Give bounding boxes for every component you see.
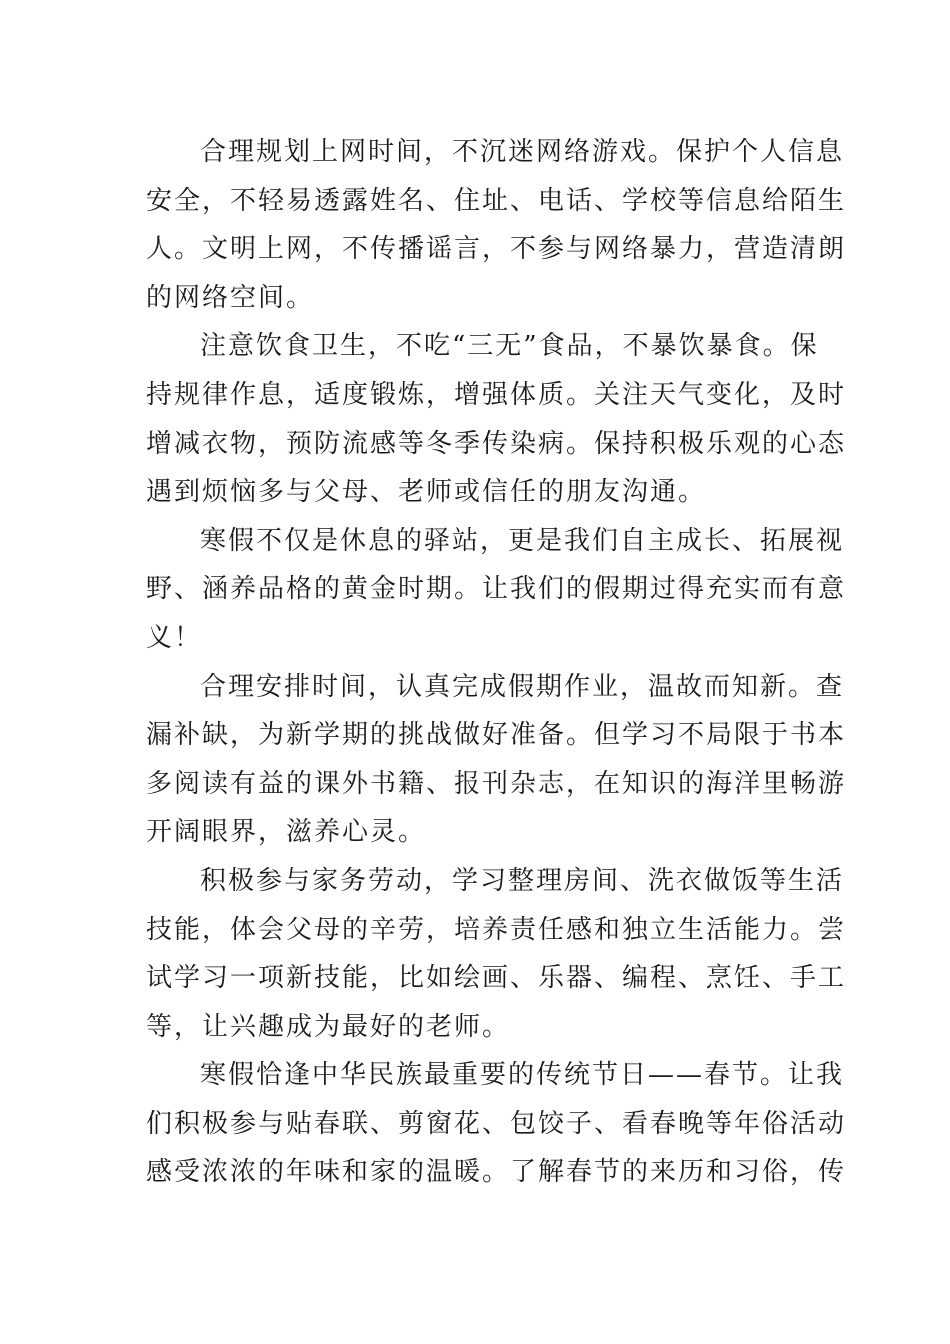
paragraph-line: 技能，体会父母的辛劳，培养责任感和独立生活能力。尝 [146,914,847,945]
paragraph-line: 义！ [146,622,203,653]
paragraph-line: 积极参与家务劳动，学习整理房间、洗衣做饭等生活 [200,865,845,896]
paragraph-line: 安全，不轻易透露姓名、住址、电话、学校等信息给陌生 [146,185,847,216]
paragraph-line: 漏补缺，为新学期的挑战做好准备。但学习不局限于书本 [146,720,847,751]
paragraph-line: 试学习一项新技能，比如绘画、乐器、编程、烹饪、手工 [146,963,847,994]
paragraph-line: 等，让兴趣成为最好的老师。 [146,1011,511,1042]
paragraph-line: 野、涵养品格的黄金时期。让我们的假期过得充实而有意 [146,574,847,605]
paragraph-line: 感受浓浓的年味和家的温暖。了解春节的来历和习俗，传 [146,1157,847,1188]
paragraph-line: 们积极参与贴春联、剪窗花、包饺子、看春晚等年俗活动 [146,1108,847,1139]
paragraph-line: 寒假恰逢中华民族最重要的传统节日——春节。让我 [200,1060,845,1091]
paragraph-line: 人。文明上网，不传播谣言，不参与网络暴力，营造清朗 [146,234,847,265]
paragraph-line: 开阔眼界，滋养心灵。 [146,817,427,848]
paragraph-line: 的网络空间。 [146,282,315,313]
paragraph-line: 遇到烦恼多与父母、老师或信任的朋友沟通。 [146,477,707,508]
paragraph-line: 注意饮食卫生，不吃“三无”食品，不暴饮暴食。保 [200,331,819,362]
document-body [146,128,847,1197]
paragraph-line: 多阅读有益的课外书籍、报刊杂志，在知识的海洋里畅游 [146,768,847,799]
paragraph-line: 持规律作息，适度锻炼，增强体质。关注天气变化，及时 [146,379,847,410]
paragraph-line: 增减衣物，预防流感等冬季传染病。保持积极乐观的心态 [146,428,847,459]
paragraph-line: 合理规划上网时间，不沉迷网络游戏。保护个人信息 [200,137,845,167]
paragraph-line: 合理安排时间，认真完成假期作业，温故而知新。查 [200,671,845,702]
paragraph-line: 寒假不仅是休息的驿站，更是我们自主成长、拓展视 [200,525,845,556]
